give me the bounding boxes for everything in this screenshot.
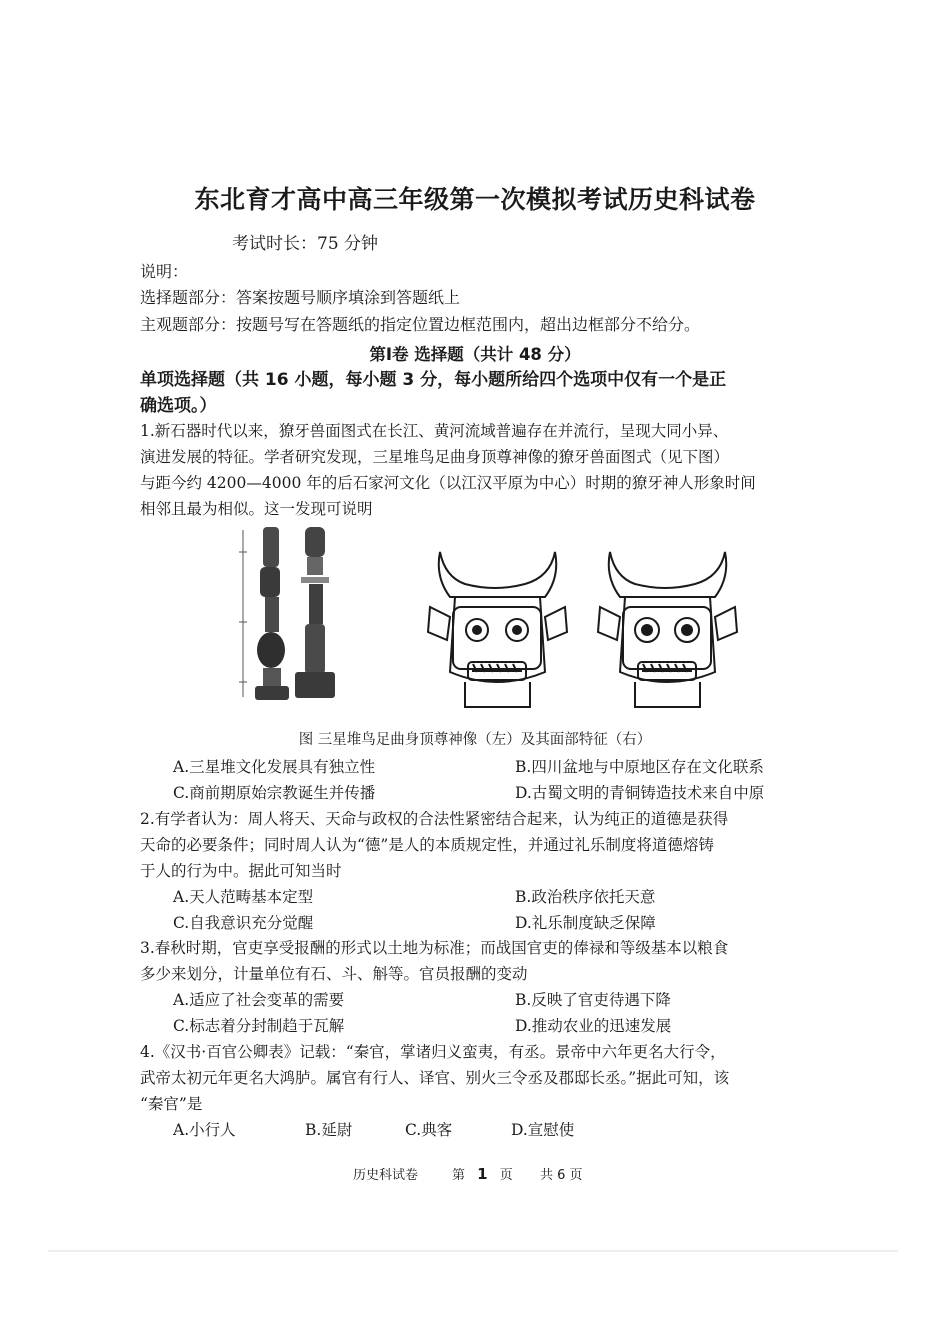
section-desc-line1: 单项选择题（共 16 小题，每小题 3 分，每小题所给四个选项中仅有一个是正 <box>140 370 727 390</box>
question-1-line-1: 1.新石器时代以来，獠牙兽面图式在长江、黄河流域普遍存在并流行，呈现大同小异、 <box>140 422 729 440</box>
question-3-option-d[interactable]: D.推动农业的迅速发展 <box>515 1017 672 1035</box>
question-1-line-4: 相邻且最为相似。这一发现可说明 <box>140 500 373 518</box>
question-3-option-b[interactable]: B.反映了官吏待遇下降 <box>515 991 671 1009</box>
question-2-option-a[interactable]: A.天人范畴基本定型 <box>173 888 314 906</box>
question-4-line-1: 4.《汉书·百官公卿表》记载：“秦官，掌诸归义蛮夷，有丞。景帝中六年更名大行令， <box>140 1043 726 1061</box>
question-2-line-2: 天命的必要条件；同时周人认为“德”是人的本质规定性，并通过礼乐制度将道德熔铸 <box>140 836 714 854</box>
question-4-text <box>140 1039 812 1117</box>
question-1-line-3: 与距今约 4200—4000 年的后石家河文化（以江汉平原为中心）时期的獠牙神人形象时间 <box>140 474 756 492</box>
scale-ruler <box>239 530 247 697</box>
instructions-subjective: 主观题部分：按题号写在答题纸的指定位置边框范围内，超出边框部分不给分。 <box>140 315 701 334</box>
question-3-line-2: 多少来划分，计量单位有石、斗、斛等。官员报酬的变动 <box>140 965 528 983</box>
statue-photo-left <box>255 527 289 700</box>
sanxingdui-figure <box>225 522 805 727</box>
section-desc-line2: 确选项。） <box>140 396 217 416</box>
question-4-option-d[interactable]: D.宣慰使 <box>511 1121 575 1139</box>
section-title: 第Ⅰ卷 选择题（共计 48 分） <box>369 345 581 364</box>
footer-page-suffix: 页 <box>499 1168 513 1183</box>
footer-subject: 历史科试卷 <box>353 1168 419 1183</box>
question-1-text <box>140 418 812 522</box>
footer-page-prefix: 第 <box>452 1168 466 1183</box>
instructions-heading: 说明： <box>140 262 189 281</box>
question-4-option-a[interactable]: A.小行人 <box>173 1121 236 1139</box>
question-2-option-c[interactable]: C.自我意识充分觉醒 <box>173 914 314 932</box>
question-3-option-a[interactable]: A.适应了社会变革的需要 <box>173 991 345 1009</box>
question-2-line-3: 于人的行为中。据此可知当时 <box>140 862 342 880</box>
question-3-line-1: 3.春秋时期，官吏享受报酬的形式以土地为标准；而战国官吏的俸禄和等级基本以粮食 <box>140 939 729 957</box>
question-1-line-2: 演进发展的特征。学者研究发现，三星堆鸟足曲身顶尊神像的獠牙兽面图式（见下图） <box>140 448 730 466</box>
question-2-option-d[interactable]: D.礼乐制度缺乏保障 <box>515 914 656 932</box>
footer-total: 共 6 页 <box>540 1168 583 1183</box>
question-1-option-a[interactable]: A.三星堆文化发展具有独立性 <box>173 758 376 776</box>
footer-page <box>452 1164 513 1183</box>
question-4-option-b[interactable]: B.延尉 <box>305 1121 353 1139</box>
question-1-option-b[interactable]: B.四川盆地与中原地区存在文化联系 <box>515 758 764 776</box>
exam-duration: 考试时长：75 分钟 <box>232 234 379 254</box>
question-4-line-2: 武帝太初元年更名大鸿胪。属官有行人、译官、别火三令丞及郡邸长丞。”据此可知，该 <box>140 1069 730 1087</box>
statue-photo-right <box>295 527 335 698</box>
question-1-option-c[interactable]: C.商前期原始宗教诞生并传播 <box>173 784 376 802</box>
figure-caption: 图 三星堆鸟足曲身顶尊神像（左）及其面部特征（右） <box>298 732 652 748</box>
instructions-mcq: 选择题部分：答案按题号顺序填涂到答题纸上 <box>140 288 461 307</box>
mask-drawing-right <box>598 552 737 707</box>
question-3-option-c[interactable]: C.标志着分封制趋于瓦解 <box>173 1017 345 1035</box>
question-4-line-3: “秦官”是 <box>140 1095 203 1113</box>
question-4-option-c[interactable]: C.典客 <box>405 1121 453 1139</box>
question-3-text <box>140 935 812 987</box>
question-1-option-d[interactable]: D.古蜀文明的青铜铸造技术来自中原 <box>515 784 765 802</box>
exam-title: 东北育才高中高三年级第一次模拟考试历史科试卷 <box>194 185 756 214</box>
footer-page-number: 1 <box>477 1165 488 1183</box>
mask-drawing-left <box>428 552 567 707</box>
question-2-option-b[interactable]: B.政治秩序依托天意 <box>515 888 656 906</box>
page-bottom-edge <box>48 1250 898 1252</box>
question-2-text <box>140 806 812 884</box>
question-2-line-1: 2.有学者认为：周人将天、天命与政权的合法性紧密结合起来，认为纯正的道德是获得 <box>140 810 729 828</box>
